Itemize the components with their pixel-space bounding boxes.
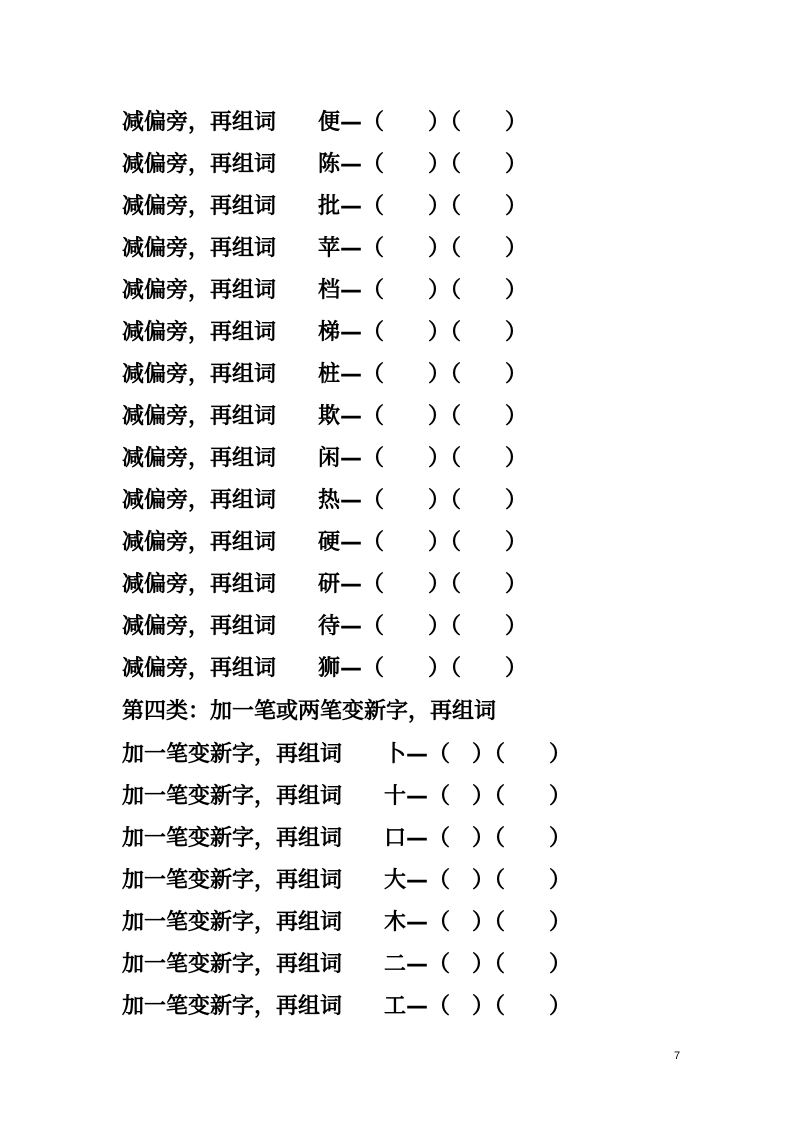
exercise-prompt: 加一笔变新字，再组词 bbox=[122, 742, 343, 767]
exercise-line bbox=[122, 902, 742, 944]
exercise-line bbox=[122, 522, 742, 564]
exercise-line bbox=[122, 144, 742, 186]
exercise-character: 工—（ ）（ ） bbox=[384, 994, 572, 1019]
exercise-line bbox=[122, 818, 742, 860]
exercise-line bbox=[122, 396, 742, 438]
exercise-prompt: 减偏旁，再组词 bbox=[122, 110, 277, 135]
exercise-prompt: 加一笔变新字，再组词 bbox=[122, 784, 343, 809]
exercise-prompt: 减偏旁，再组词 bbox=[122, 488, 277, 513]
exercise-line bbox=[122, 438, 742, 480]
exercise-line bbox=[122, 606, 742, 648]
exercise-prompt: 减偏旁，再组词 bbox=[122, 404, 277, 429]
exercise-character: 硬—（ ）（ ） bbox=[318, 530, 528, 555]
exercise-prompt: 减偏旁，再组词 bbox=[122, 656, 277, 681]
exercise-prompt: 减偏旁，再组词 bbox=[122, 320, 277, 345]
exercise-character: 狮—（ ）（ ） bbox=[318, 656, 528, 681]
exercise-line bbox=[122, 776, 742, 818]
exercise-character: 二—（ ）（ ） bbox=[384, 952, 572, 977]
exercise-line bbox=[122, 734, 742, 776]
exercise-character: 木—（ ）（ ） bbox=[384, 910, 572, 935]
exercise-character: 大—（ ）（ ） bbox=[384, 868, 572, 893]
exercise-prompt: 减偏旁，再组词 bbox=[122, 236, 277, 261]
exercise-prompt: 减偏旁，再组词 bbox=[122, 446, 277, 471]
exercise-character: 闲—（ ）（ ） bbox=[318, 446, 528, 471]
exercise-character: 苹—（ ）（ ） bbox=[318, 236, 528, 261]
exercise-prompt: 加一笔变新字，再组词 bbox=[122, 868, 343, 893]
exercise-prompt: 加一笔变新字，再组词 bbox=[122, 910, 343, 935]
exercise-prompt: 加一笔变新字，再组词 bbox=[122, 952, 343, 977]
exercise-prompt: 减偏旁，再组词 bbox=[122, 152, 277, 177]
exercise-prompt: 加一笔变新字，再组词 bbox=[122, 826, 343, 851]
section-heading: 第四类：加一笔或两笔变新字，再组词 bbox=[122, 699, 497, 724]
exercise-prompt: 加一笔变新字，再组词 bbox=[122, 994, 343, 1019]
exercise-line bbox=[122, 944, 742, 986]
exercise-prompt: 减偏旁，再组词 bbox=[122, 530, 277, 555]
exercise-line bbox=[122, 270, 742, 312]
exercise-character: 档—（ ）（ ） bbox=[318, 278, 528, 303]
exercise-character: 欺—（ ）（ ） bbox=[318, 404, 528, 429]
exercise-line bbox=[122, 102, 742, 144]
exercise-line bbox=[122, 860, 742, 902]
exercise-line bbox=[122, 480, 742, 522]
exercise-line bbox=[122, 986, 742, 1028]
remove-radical-section bbox=[122, 102, 742, 690]
exercise-prompt: 减偏旁，再组词 bbox=[122, 572, 277, 597]
exercise-line bbox=[122, 564, 742, 606]
exercise-line bbox=[122, 312, 742, 354]
exercise-line bbox=[122, 648, 742, 690]
exercise-prompt: 减偏旁，再组词 bbox=[122, 614, 277, 639]
exercise-character: 桩—（ ）（ ） bbox=[318, 362, 528, 387]
exercise-prompt: 减偏旁，再组词 bbox=[122, 278, 277, 303]
exercise-character: 梯—（ ）（ ） bbox=[318, 320, 528, 345]
exercise-character: 口—（ ）（ ） bbox=[384, 826, 572, 851]
exercise-prompt: 减偏旁，再组词 bbox=[122, 194, 277, 219]
exercise-character: 热—（ ）（ ） bbox=[318, 488, 528, 513]
page-number: 7 bbox=[674, 1050, 681, 1062]
exercise-line bbox=[122, 228, 742, 270]
worksheet-content bbox=[122, 102, 742, 1028]
exercise-character: 卜—（ ）（ ） bbox=[384, 742, 572, 767]
exercise-line bbox=[122, 186, 742, 228]
exercise-character: 陈—（ ）（ ） bbox=[318, 152, 528, 177]
add-stroke-section bbox=[122, 734, 742, 1028]
exercise-character: 研—（ ）（ ） bbox=[318, 572, 528, 597]
exercise-character: 待—（ ）（ ） bbox=[318, 614, 528, 639]
exercise-line bbox=[122, 354, 742, 396]
exercise-character: 十—（ ）（ ） bbox=[384, 784, 572, 809]
exercise-character: 便—（ ）（ ） bbox=[318, 110, 528, 135]
exercise-prompt: 减偏旁，再组词 bbox=[122, 362, 277, 387]
exercise-character: 批—（ ）（ ） bbox=[318, 194, 528, 219]
